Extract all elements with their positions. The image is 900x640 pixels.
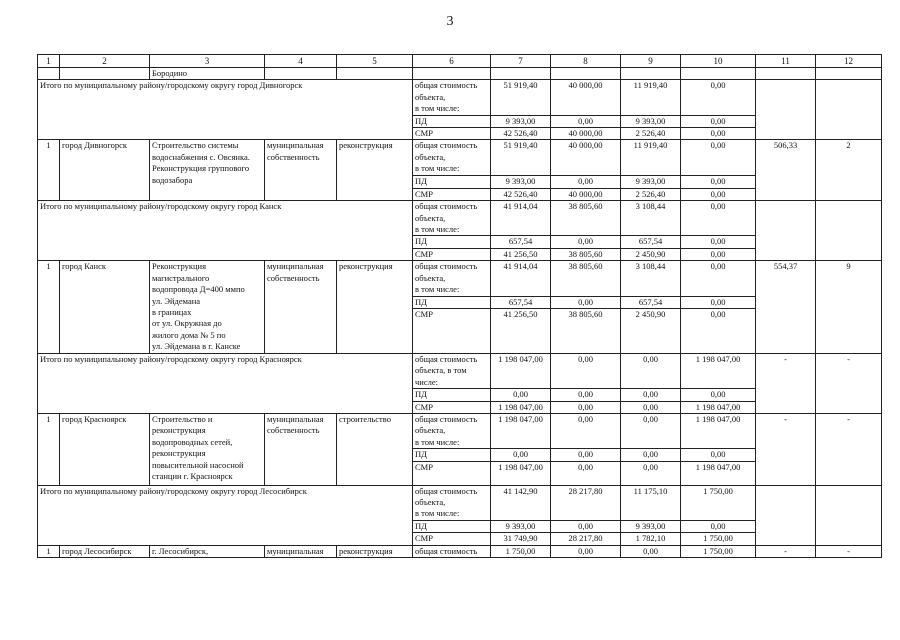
item-row-kansk <box>38 261 882 296</box>
value-cell: 0,00 <box>681 80 756 115</box>
value-cell: - <box>816 353 882 413</box>
smr-label: СМР <box>413 461 491 485</box>
value-cell: 657,54 <box>491 296 551 308</box>
value-cell: 31 749,90 <box>491 533 551 545</box>
value-cell: 40 000,00 <box>551 80 621 115</box>
item-municipality: город Лесосибирск <box>60 545 150 557</box>
value-cell: 38 805,60 <box>551 201 621 236</box>
value-cell: 0,00 <box>681 449 756 461</box>
total-label: общая стоимость объекта, в том числе: <box>413 485 491 520</box>
header-cell: 7 <box>491 55 551 68</box>
value-cell: 0,00 <box>551 176 621 188</box>
item-name: Реконструкция магистрального водопровода Д=400 ммпо ул. Эйдемана в границах от ул. Окружная до жилого дома № 5 по ул. Эйдемана в г. Канске <box>150 261 265 354</box>
value-cell: 0,00 <box>681 261 756 296</box>
value-cell: - <box>816 413 882 485</box>
item-type: строительство <box>337 413 413 485</box>
value-cell: 40 000,00 <box>551 128 621 140</box>
total-row-divnogorsk <box>38 80 882 115</box>
value-cell: 2 450,90 <box>621 308 681 353</box>
value-cell: 3 108,44 <box>621 261 681 296</box>
item-type: реконструкция <box>337 261 413 354</box>
total-label: общая стоимость объекта, в том числе: <box>413 413 491 448</box>
item-ownership: муниципальная собственность <box>265 140 337 201</box>
value-cell: 11 919,40 <box>621 140 681 176</box>
value-cell: 0,00 <box>681 520 756 532</box>
total-title: Итого по муниципальному району/городскому округу город Лесосибирск <box>38 485 413 545</box>
value-cell: 9 393,00 <box>491 176 551 188</box>
value-cell: 9 393,00 <box>491 520 551 532</box>
pd-label: ПД <box>413 176 491 188</box>
value-cell: 1 782,10 <box>621 533 681 545</box>
item-ownership: муниципальная собственность <box>265 413 337 485</box>
value-cell: 1 750,00 <box>681 533 756 545</box>
value-cell: 9 393,00 <box>621 520 681 532</box>
value-cell: 41 914,04 <box>491 261 551 296</box>
value-cell: 40 000,00 <box>551 188 621 200</box>
value-cell: 0,00 <box>681 140 756 176</box>
carry-row <box>38 68 882 80</box>
value-cell: 1 198 047,00 <box>681 413 756 448</box>
value-cell: 11 919,40 <box>621 80 681 115</box>
value-cell: 42 526,40 <box>491 188 551 200</box>
value-cell: 2 526,40 <box>621 188 681 200</box>
value-cell: 0,00 <box>551 545 621 557</box>
value-cell: 41 914,04 <box>491 201 551 236</box>
item-number: 1 <box>38 140 60 201</box>
pd-label: ПД <box>413 389 491 401</box>
smr-label: СМР <box>413 248 491 260</box>
value-cell: 0,00 <box>621 353 681 388</box>
item-municipality: город Дивногорск <box>60 140 150 201</box>
pd-label: ПД <box>413 449 491 461</box>
header-cell: 4 <box>265 55 337 68</box>
budget-table <box>37 54 882 558</box>
smr-label: СМР <box>413 401 491 413</box>
value-cell: 2 <box>816 140 882 201</box>
total-row-krasnoyarsk <box>38 353 882 388</box>
value-cell: 0,00 <box>681 308 756 353</box>
value-cell: 0,00 <box>681 115 756 127</box>
value-cell: 0,00 <box>621 401 681 413</box>
total-title: Итого по муниципальному району/городскому округу город Красноярск <box>38 353 413 413</box>
value-cell: 40 000,00 <box>551 140 621 176</box>
value-cell: 657,54 <box>621 296 681 308</box>
item-number: 1 <box>38 545 60 557</box>
value-cell: 0,00 <box>681 128 756 140</box>
value-cell: 1 198 047,00 <box>491 461 551 485</box>
value-cell: 9 <box>816 261 882 354</box>
value-cell: 38 805,60 <box>551 248 621 260</box>
value-cell: 1 198 047,00 <box>491 353 551 388</box>
header-cell: 1 <box>38 55 60 68</box>
value-cell: 41 256,50 <box>491 248 551 260</box>
item-municipality: город Канск <box>60 261 150 354</box>
value-cell: 0,00 <box>681 188 756 200</box>
smr-label: СМР <box>413 188 491 200</box>
total-label: общая стоимость объекта, в том числе: <box>413 140 491 176</box>
value-cell: 0,00 <box>551 413 621 448</box>
total-row-lesosibirsk <box>38 485 882 520</box>
item-number: 1 <box>38 261 60 354</box>
value-cell: 51 919,40 <box>491 140 551 176</box>
item-row-lesosibirsk <box>38 545 882 557</box>
item-name: г. Лесосибирск, <box>150 545 265 557</box>
header-cell: 3 <box>150 55 265 68</box>
value-cell: - <box>756 545 816 557</box>
value-cell: 0,00 <box>491 449 551 461</box>
smr-label: СМР <box>413 533 491 545</box>
item-number: 1 <box>38 413 60 485</box>
value-cell: 11 175,10 <box>621 485 681 520</box>
header-cell: 12 <box>816 55 882 68</box>
value-cell: 9 393,00 <box>491 115 551 127</box>
value-cell: 0,00 <box>681 248 756 260</box>
item-type: реконструкция <box>337 140 413 201</box>
value-cell: 0,00 <box>621 461 681 485</box>
item-type: реконструкция <box>337 545 413 557</box>
value-cell: 0,00 <box>551 296 621 308</box>
item-ownership: муниципальная собственность <box>265 261 337 354</box>
value-cell: 0,00 <box>551 115 621 127</box>
header-cell: 5 <box>337 55 413 68</box>
value-cell: 51 919,40 <box>491 80 551 115</box>
header-cell: 10 <box>681 55 756 68</box>
smr-label: СМР <box>413 128 491 140</box>
header-cell: 9 <box>621 55 681 68</box>
value-cell: - <box>816 545 882 557</box>
value-cell: 0,00 <box>621 389 681 401</box>
value-cell: 28 217,80 <box>551 533 621 545</box>
value-cell: 0,00 <box>551 449 621 461</box>
value-cell: 3 108,44 <box>621 201 681 236</box>
value-cell: 0,00 <box>551 520 621 532</box>
value-cell: 28 217,80 <box>551 485 621 520</box>
header-cell: 11 <box>756 55 816 68</box>
value-cell: 42 526,40 <box>491 128 551 140</box>
value-cell: 0,00 <box>491 389 551 401</box>
total-label: общая стоимость объекта, в том числе: <box>413 261 491 296</box>
total-label: общая стоимость <box>413 545 491 557</box>
value-cell: 38 805,60 <box>551 261 621 296</box>
pd-label: ПД <box>413 296 491 308</box>
value-cell: 506,33 <box>756 140 816 201</box>
item-ownership: муниципальная <box>265 545 337 557</box>
total-label: общая стоимость объекта, в том числе: <box>413 201 491 236</box>
value-cell: 0,00 <box>681 296 756 308</box>
page-number: 3 <box>446 14 454 29</box>
value-cell: 1 750,00 <box>681 485 756 520</box>
value-cell: 9 393,00 <box>621 176 681 188</box>
value-cell: 2 450,90 <box>621 248 681 260</box>
value-cell: 657,54 <box>621 236 681 248</box>
item-row-krasnoyarsk <box>38 413 882 448</box>
value-cell: 1 198 047,00 <box>681 353 756 388</box>
value-cell: 1 198 047,00 <box>681 461 756 485</box>
item-name: Строительство системы водоснабжения с. Овсянка. Реконструкция группового водозабора <box>150 140 265 201</box>
pd-label: ПД <box>413 520 491 532</box>
value-cell: 2 526,40 <box>621 128 681 140</box>
value-cell: 0,00 <box>551 461 621 485</box>
value-cell: 0,00 <box>681 389 756 401</box>
value-cell: 0,00 <box>551 236 621 248</box>
header-cell: 8 <box>551 55 621 68</box>
value-cell: 0,00 <box>551 353 621 388</box>
item-row-divnogorsk <box>38 140 882 176</box>
header-cell: 2 <box>60 55 150 68</box>
value-cell: 0,00 <box>551 401 621 413</box>
carry-text: Бородино <box>150 68 265 80</box>
pd-label: ПД <box>413 115 491 127</box>
total-title: Итого по муниципальному району/городскому округу город Дивногорск <box>38 80 413 140</box>
total-row-kansk <box>38 201 882 236</box>
value-cell: 1 198 047,00 <box>491 413 551 448</box>
value-cell: 657,54 <box>491 236 551 248</box>
value-cell: 0,00 <box>551 389 621 401</box>
value-cell: - <box>756 413 816 485</box>
value-cell: 0,00 <box>681 201 756 236</box>
value-cell: 0,00 <box>681 176 756 188</box>
total-label: общая стоимость объекта, в том числе: <box>413 80 491 115</box>
header-cell: 6 <box>413 55 491 68</box>
total-title: Итого по муниципальному району/городскому округу город Канск <box>38 201 413 261</box>
header-row <box>38 55 882 68</box>
value-cell: 554,37 <box>756 261 816 354</box>
value-cell: 1 198 047,00 <box>491 401 551 413</box>
item-name: Строительство и реконструкция водопроводных сетей, реконструкция повысительной насосной станции г. Красноярск <box>150 413 265 485</box>
value-cell: 41 142,90 <box>491 485 551 520</box>
pd-label: ПД <box>413 236 491 248</box>
item-municipality: город Красноярск <box>60 413 150 485</box>
total-label: общая стоимость объекта, в том числе: <box>413 353 491 388</box>
value-cell: 0,00 <box>621 449 681 461</box>
value-cell: 1 750,00 <box>681 545 756 557</box>
value-cell: 0,00 <box>621 413 681 448</box>
value-cell: 38 805,60 <box>551 308 621 353</box>
value-cell: 1 750,00 <box>491 545 551 557</box>
smr-label: СМР <box>413 308 491 353</box>
value-cell: 1 198 047,00 <box>681 401 756 413</box>
value-cell: - <box>756 353 816 413</box>
value-cell: 0,00 <box>621 545 681 557</box>
value-cell: 9 393,00 <box>621 115 681 127</box>
value-cell: 41 256,50 <box>491 308 551 353</box>
value-cell: 0,00 <box>681 236 756 248</box>
